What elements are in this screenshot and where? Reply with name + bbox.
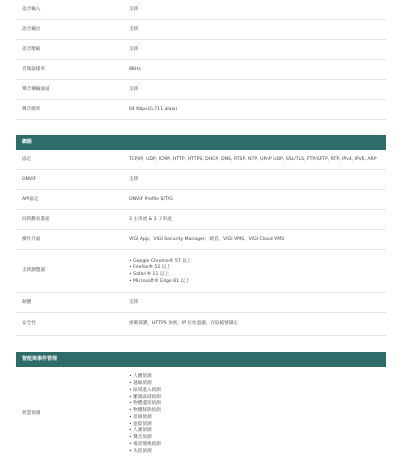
spec-row [16,150,386,170]
spec-label: 協定 [22,156,32,162]
spec-value: 支援 [129,26,139,32]
spec-label: 韌體 [22,299,32,305]
spec-row [16,80,386,100]
spec-value: VIGI App、VIGI Security Manager、網頁、VIGI VMS、VIGI Cloud VMS [129,236,285,242]
audio-rows [16,0,386,120]
spec-value: 支援 [129,176,139,182]
spec-label: 語音輸入 [22,6,41,12]
section-header-network: 網路 [16,135,386,150]
list-item: • 場景變換偵測 [129,441,382,448]
network-rows [16,150,386,336]
list-item: • 聲音偵測 [129,435,382,442]
spec-label: 聲音傳輸通道 [22,86,50,92]
spec-label: 語音壓縮 [22,46,41,52]
spec-row [16,170,386,190]
spec-label: 操作介面 [22,236,41,242]
spec-row [16,20,386,40]
spec-value: 密碼保護、HTTPS 加密、IP 位址過濾、存取帳號鎖定 [129,321,239,327]
spec-row [16,60,386,80]
list-item: • Microsoft® Edge 81 以上 [129,278,382,285]
list-item: • 物體移除偵測 [129,408,382,415]
spec-value-list [129,257,386,285]
spec-label: 智慧偵測 [22,410,41,416]
list-item: • 徘徊偵測 [129,414,382,421]
list-item: • Google Chrome® 57 以上 [129,258,382,265]
spec-label: 安全性 [22,321,36,327]
spec-row [16,100,386,120]
spec-label: ONVIF [22,176,37,182]
list-item: • 遮擋偵測 [129,421,382,428]
spec-row [16,40,386,60]
list-item: • Firefox® 52 以上 [129,265,382,272]
spec-row [16,0,386,20]
list-item: • Safari® 11 以上 [129,271,382,278]
spec-row-browsers [16,250,386,293]
spec-row [16,313,386,336]
spec-row [16,190,386,210]
spec-value: 64 Kbps(G.711 alaw) [129,106,178,112]
list-item: • 人體偵測 [129,374,382,381]
list-item: • 人潮偵測 [129,428,382,435]
list-item: • 離開區域偵測 [129,394,382,401]
spec-label: 語音輸出 [22,26,41,32]
list-item: • 區域進入偵測 [129,387,382,394]
list-item: • 物體遺留偵測 [129,401,382,408]
spec-row [16,293,386,313]
spec-value: TCP/IP, UDP, ICMP, HTTP, HTTPS, DHCP, DNS, RTSP, NTP, UPnP UDP, SSL/TLS, FTP/SFTP, RTP, IPv4, IPv6, ARP [129,156,377,162]
section-gap [16,336,386,352]
spec-label: 聲音碼率 [22,106,41,112]
list-item: • 失焦偵測 [129,448,382,455]
spec-value: 支援 [129,6,139,12]
spec-label: API協定 [22,196,39,202]
spec-label: 支援瀏覽器 [22,268,45,274]
spec-value: 支援 [129,46,139,52]
spec-value: 8KHz [129,66,141,72]
spec-row [16,210,386,230]
section-gap [16,120,386,135]
section-header-events: 智能與事件管理 [16,352,386,367]
spec-label: 音頻取樣率 [22,66,45,72]
spec-row [16,230,386,250]
spec-row-alarms [16,367,386,461]
spec-value-list [129,373,386,455]
spec-value: 3 主串流 & 3 子串流 [129,216,172,222]
spec-label: 同時觀看畫面 [22,216,50,222]
spec-value: ONVIF Profile S/T/G [129,196,173,202]
spec-value: 支援 [129,86,139,92]
spec-sheet [16,0,386,461]
spec-value: 支援 [129,299,139,305]
list-item: • 越線偵測 [129,381,382,388]
